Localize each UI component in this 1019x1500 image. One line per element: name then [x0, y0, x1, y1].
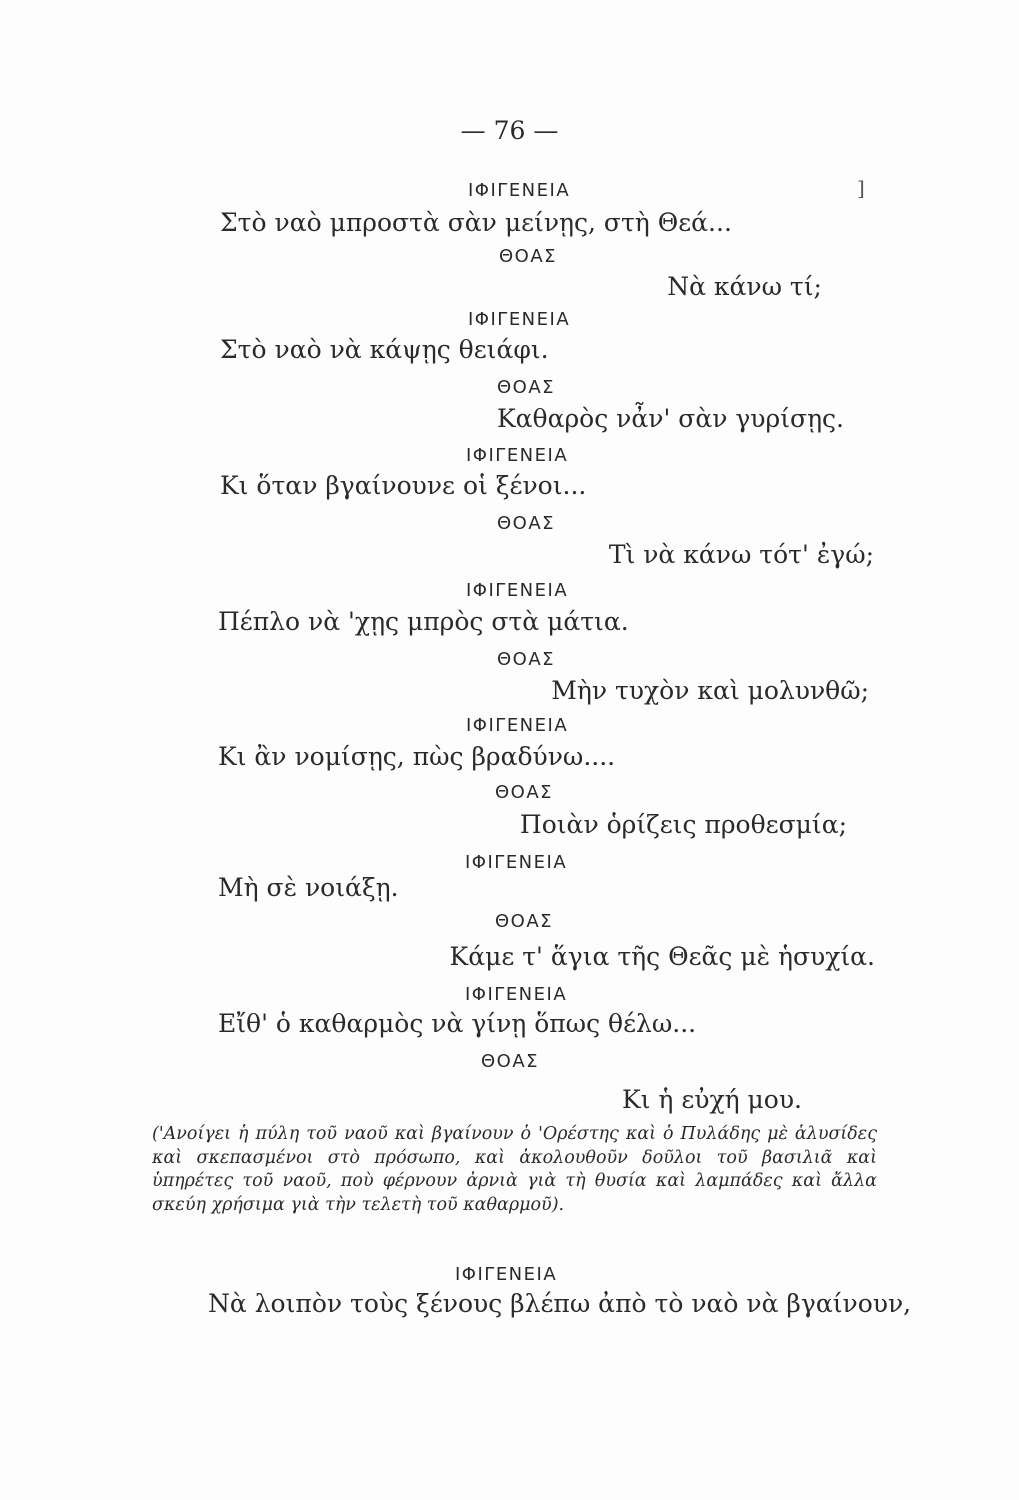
speaker-label: ΘΟΑΣ [495, 911, 554, 932]
margin-bracket: ] [857, 176, 865, 200]
verse-line: Μὴ σὲ νοιάξῃ. [218, 873, 399, 902]
page-number: — 76 — [460, 116, 559, 145]
speaker-label: ΙΦΙΓΕΝΕΙΑ [468, 309, 571, 330]
speaker-label: ΘΟΑΣ [497, 377, 556, 398]
verse-line: Ποιὰν ὁρίζεις προθεσμία; [519, 810, 847, 839]
verse-line: Νὰ κάνω τί; [667, 272, 822, 301]
verse-line: Στὸ ναὸ νὰ κάψῃς θειάφι. [220, 335, 549, 364]
speaker-label: ΙΦΙΓΕΝΕΙΑ [466, 445, 569, 466]
speaker-label: ΘΟΑΣ [497, 649, 556, 670]
speaker-label: ΘΟΑΣ [495, 782, 554, 803]
verse-line: Στὸ ναὸ μπροστὰ σὰν μείνῃς, στὴ Θεά... [220, 208, 732, 237]
stage-direction: ('Ανοίγει ἡ πύλη τοῦ ναοῦ καὶ βγαίνουν ὁ 'Ορέστης καὶ ὁ Πυλάδης μὲ ἁλυσίδες καὶ σκεπασμένοι στὸ πρόσωπο, καὶ ἀκολουθοῦν δοῦλοι τοῦ βασιλιᾶ καὶ ὑπηρέτες τοῦ ναοῦ, ποὺ φέρνουν ἀρνιὰ γιὰ τὴ θυσία καὶ λαμπάδες καὶ ἄλλα σκεύη χρήσιμα γιὰ τὴν τελετὴ τοῦ καθαρμοῦ). [152, 1124, 877, 1216]
verse-line: Εἴθ' ὁ καθαρμὸς νὰ γίνῃ ὅπως θέλω... [218, 1009, 697, 1038]
verse-line: Μὴν τυχὸν καὶ μολυνθῶ; [551, 676, 869, 705]
verse-line: Καθαρὸς νἆν' σὰν γυρίσῃς. [496, 404, 844, 433]
speaker-label: ΘΟΑΣ [499, 246, 558, 267]
verse-line: Κι ἂν νομίσῃς, πὼς βραδύνω.... [218, 742, 616, 771]
verse-line: Κι ὅταν βγαίνουνε οἱ ξένοι... [220, 471, 587, 500]
speaker-label: ΙΦΙΓΕΝΕΙΑ [465, 984, 568, 1005]
verse-line: Νὰ λοιπὸν τοὺς ξένους βλέπω ἀπὸ τὸ ναὸ νὰ βγαίνουν, [208, 1289, 912, 1318]
speaker-label: ΘΟΑΣ [481, 1051, 540, 1072]
speaker-label: ΘΟΑΣ [497, 513, 556, 534]
speaker-label: ΙΦΙΓΕΝΕΙΑ [468, 180, 571, 201]
speaker-label: ΙΦΙΓΕΝΕΙΑ [466, 580, 569, 601]
speaker-label: ΙΦΙΓΕΝΕΙΑ [465, 852, 568, 873]
verse-line: Πέπλο νὰ 'χῃς μπρὸς στὰ μάτια. [218, 607, 629, 636]
verse-line: Κάμε τ' ἅγια τῆς Θεᾶς μὲ ἡσυχία. [449, 942, 875, 971]
speaker-label: ΙΦΙΓΕΝΕΙΑ [466, 715, 569, 736]
verse-line: Τὶ νὰ κάνω τότ' ἐγώ; [608, 540, 874, 569]
verse-line: Κι ἡ εὐχή μου. [621, 1085, 802, 1114]
speaker-label: ΙΦΙΓΕΝΕΙΑ [455, 1264, 558, 1285]
